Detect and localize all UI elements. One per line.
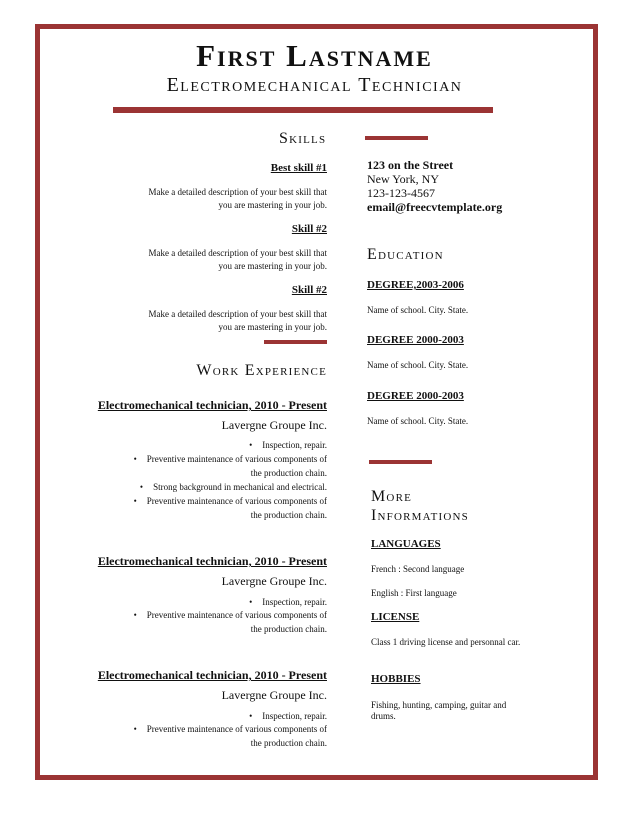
- duty-text: Inspection, repair.: [262, 711, 327, 721]
- license-title: LICENSE: [371, 611, 420, 623]
- school-name: Name of school. City. State.: [367, 360, 469, 370]
- header-divider: [113, 107, 493, 113]
- degree-title: DEGREE,2003-2006: [367, 279, 464, 291]
- duty-item: [97, 595, 327, 609]
- more-info-heading-line: Informations: [371, 507, 469, 524]
- license-text: Class 1 driving license and personnal car.: [371, 637, 521, 647]
- duty-text: the production chain.: [250, 510, 327, 520]
- bullet-icon: •: [249, 440, 253, 450]
- duty-item: [97, 709, 327, 723]
- company-name: Lavergne Groupe Inc.: [221, 688, 327, 702]
- skill-description-line: you are mastering in your job.: [218, 200, 327, 210]
- contact-block: [367, 158, 502, 214]
- bullet-icon: •: [133, 496, 137, 506]
- city-state: New York, NY: [367, 172, 440, 186]
- hobbies-text: Fishing, hunting, camping, guitar and drums.: [371, 700, 507, 721]
- duty-text: Strong background in mechanical and electrical.: [153, 482, 327, 492]
- duty-item: [97, 480, 327, 494]
- company-name: Lavergne Groupe Inc.: [221, 574, 327, 588]
- bullet-icon: •: [133, 610, 137, 620]
- language-item: French : Second language: [371, 564, 465, 574]
- education-heading: Education: [367, 246, 444, 263]
- school-name: Name of school. City. State.: [367, 416, 469, 426]
- skill-description-line: you are mastering in your job.: [218, 261, 327, 271]
- skill-description: [107, 247, 327, 273]
- duty-item: [97, 494, 327, 522]
- bullet-icon: •: [249, 711, 253, 721]
- duty-text: Preventive maintenance of various components of: [146, 454, 327, 464]
- more-info-heading: [371, 487, 469, 525]
- degree-title: DEGREE 2000-2003: [367, 390, 464, 402]
- skill-description-line: Make a detailed description of your best skill that: [148, 187, 327, 197]
- bullet-icon: •: [133, 724, 137, 734]
- duty-text: Inspection, repair.: [262, 440, 327, 450]
- duty-item: [97, 722, 327, 750]
- language-item: English : First language: [371, 588, 457, 598]
- skill-title: Best skill #1: [270, 162, 327, 174]
- company-name: Lavergne Groupe Inc.: [221, 418, 327, 432]
- bullet-icon: •: [249, 597, 253, 607]
- skill-description: [107, 308, 327, 334]
- duty-item: [97, 438, 327, 452]
- skill-description-line: Make a detailed description of your best skill that: [148, 309, 327, 319]
- skill-description-line: Make a detailed description of your best skill that: [148, 248, 327, 258]
- duty-item: [97, 452, 327, 480]
- job-title: Electromechanical technician, 2010 - Present: [97, 554, 327, 568]
- work-heading: Work Experience: [196, 362, 327, 379]
- duty-text: the production chain.: [250, 624, 327, 634]
- skill-title: Skill #2: [291, 223, 327, 235]
- more-info-heading-line: More: [371, 488, 413, 505]
- bullet-icon: •: [139, 482, 144, 492]
- job-title-header: Electromechanical Technician: [166, 74, 463, 96]
- skill-description-line: you are mastering in your job.: [218, 322, 327, 332]
- street-address: 123 on the Street: [367, 158, 454, 172]
- bullet-icon: •: [133, 454, 137, 464]
- duty-text: Inspection, repair.: [262, 597, 327, 607]
- school-name: Name of school. City. State.: [367, 305, 469, 315]
- duty-text: Preventive maintenance of various components of: [146, 724, 327, 734]
- more-info-divider: [369, 460, 432, 464]
- duty-item: [97, 608, 327, 636]
- job-title: Electromechanical technician, 2010 - Present: [97, 668, 327, 682]
- degree-title: DEGREE 2000-2003: [367, 334, 464, 346]
- duty-text: Preventive maintenance of various components of: [146, 496, 327, 506]
- phone-number: 123-123-4567: [367, 186, 435, 200]
- skills-divider: [365, 136, 428, 140]
- job-title: Electromechanical technician, 2010 - Present: [97, 398, 327, 412]
- skills-heading: Skills: [279, 130, 327, 147]
- email-address[interactable]: email@freecvtemplate.org: [367, 200, 503, 214]
- duty-text: Preventive maintenance of various components of: [146, 610, 327, 620]
- work-divider: [264, 340, 327, 344]
- hobbies-title: HOBBIES: [371, 673, 421, 685]
- skill-description: [107, 186, 327, 212]
- languages-title: LANGUAGES: [371, 538, 441, 550]
- full-name: First Lastname: [196, 38, 433, 73]
- duty-text: the production chain.: [250, 468, 327, 478]
- skill-title: Skill #2: [291, 284, 327, 296]
- duty-text: the production chain.: [250, 738, 327, 748]
